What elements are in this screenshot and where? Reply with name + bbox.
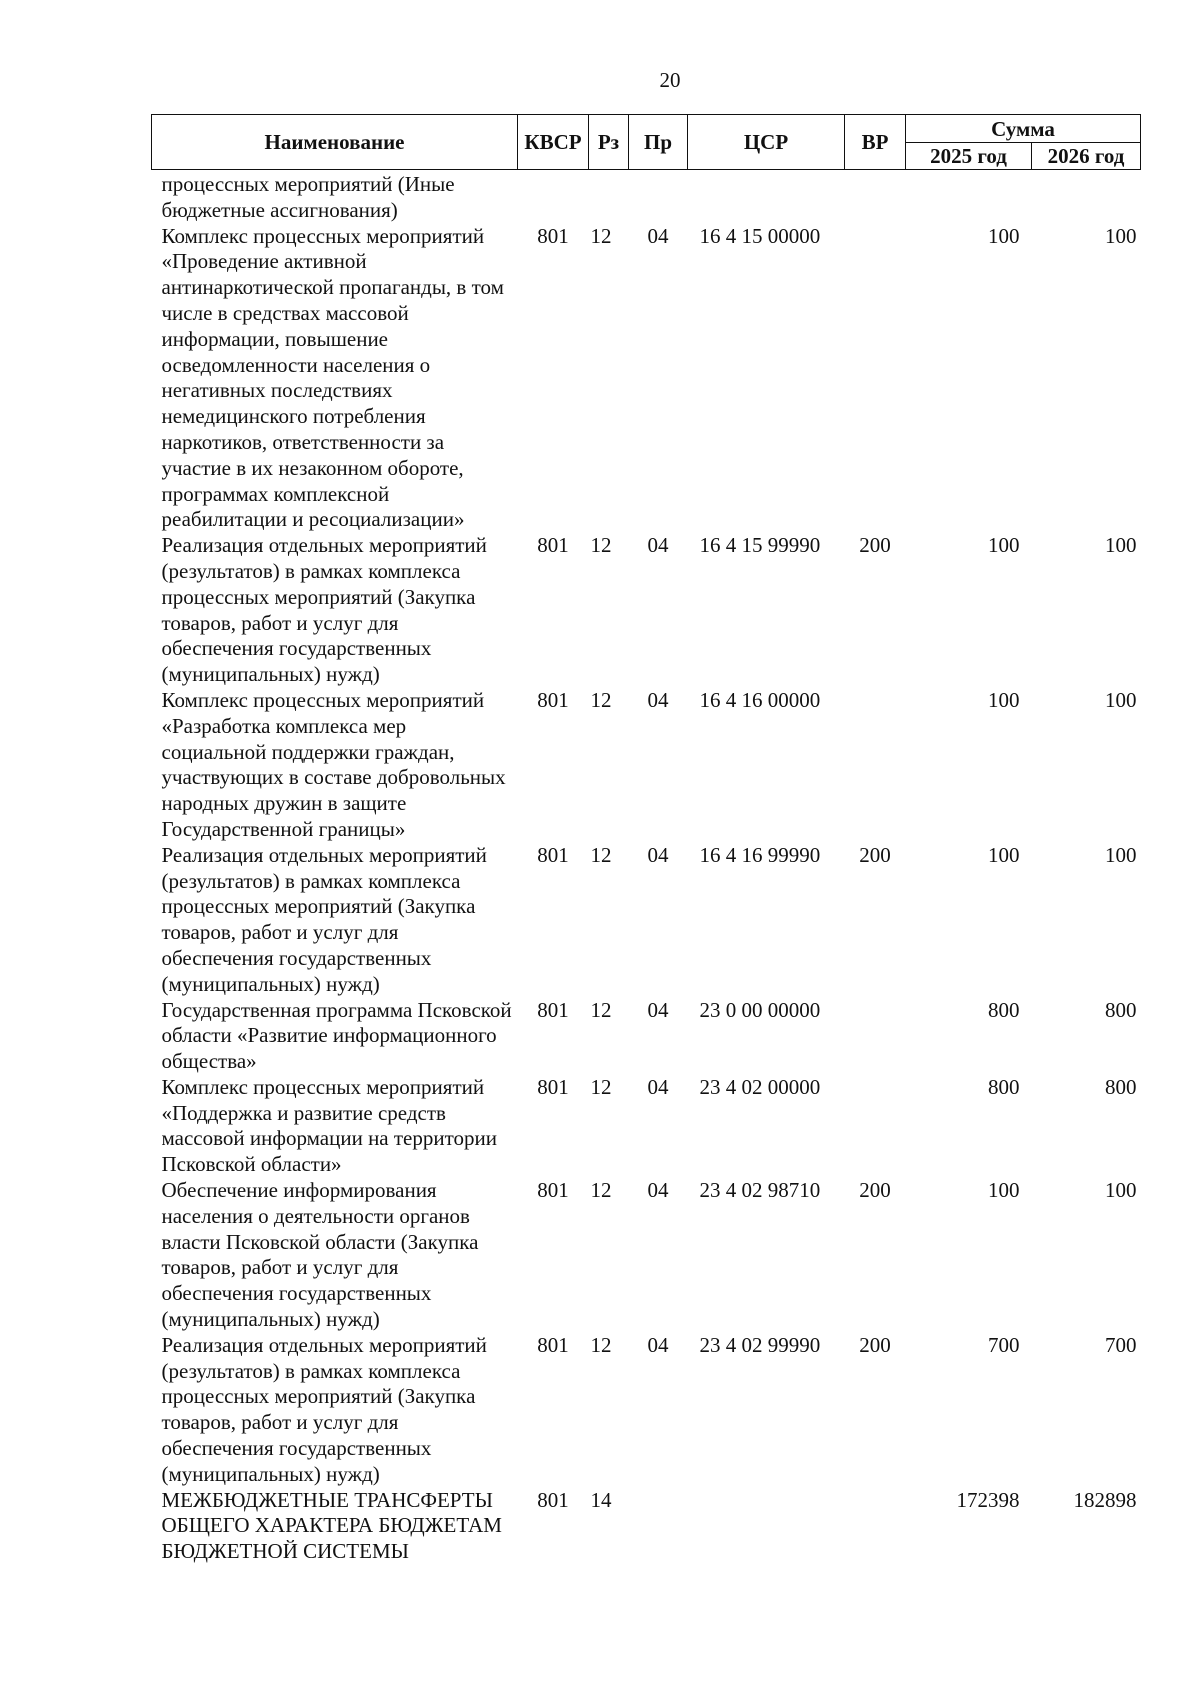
table-row <box>152 1333 1141 1488</box>
row-pr: 04 <box>647 533 669 558</box>
row-vr <box>845 1488 906 1565</box>
header-kvsr: КВСР <box>518 115 589 170</box>
row-vr: 200 <box>859 842 891 867</box>
row-kvsr: 801 <box>537 1487 569 1512</box>
row-csr: 16 4 15 00000 <box>699 223 821 248</box>
row-vr <box>845 1075 906 1178</box>
row-sum-2025: 100 <box>988 687 1020 712</box>
row-rz: 12 <box>590 1332 612 1357</box>
row-sum-2026: 182898 <box>1073 1487 1137 1512</box>
row-pr: 04 <box>647 1178 669 1203</box>
row-pr: 04 <box>647 223 669 248</box>
row-sum-2025 <box>906 170 1032 224</box>
row-rz: 12 <box>590 533 612 558</box>
row-sum-2025: 100 <box>988 1178 1020 1203</box>
row-sum-2026 <box>1032 170 1141 224</box>
row-csr <box>688 170 845 224</box>
header-vr: ВР <box>845 115 906 170</box>
table-row <box>152 533 1141 688</box>
header-year-2025: 2025 год <box>906 143 1032 170</box>
row-pr: 04 <box>647 1074 669 1099</box>
header-sum: Сумма <box>906 115 1141 143</box>
row-rz: 12 <box>590 687 612 712</box>
row-vr <box>845 224 906 534</box>
table-row <box>152 843 1141 998</box>
row-name: Реализация отдельных мероприятий (результатов) в рамках комплекса процессных мероприятий (Закупка товаров, работ и услуг для обеспечения государственных (муниципальных) нужд) <box>161 842 487 996</box>
row-kvsr <box>518 170 589 224</box>
row-rz: 12 <box>590 223 612 248</box>
row-rz: 12 <box>590 1178 612 1203</box>
row-vr <box>845 688 906 843</box>
row-sum-2026: 800 <box>1105 1074 1137 1099</box>
row-sum-2025: 100 <box>988 842 1020 867</box>
row-csr: 23 4 02 00000 <box>699 1074 821 1099</box>
row-csr: 16 4 15 99990 <box>699 533 821 558</box>
header-csr: ЦСР <box>688 115 845 170</box>
row-csr: 16 4 16 00000 <box>699 687 821 712</box>
row-name: Комплекс процессных мероприятий «Разработка комплекса мер социальной поддержки граждан, участвующих в составе добровольных народных дружин в защите Государственной границы» <box>161 687 506 841</box>
page-number: 20 <box>659 68 681 92</box>
row-sum-2025: 800 <box>988 997 1020 1022</box>
row-rz: 12 <box>590 842 612 867</box>
row-kvsr: 801 <box>537 1074 569 1099</box>
row-sum-2025: 700 <box>988 1332 1020 1357</box>
row-rz: 14 <box>590 1487 612 1512</box>
row-sum-2025: 100 <box>988 223 1020 248</box>
row-pr: 04 <box>647 687 669 712</box>
row-csr: 23 4 02 98710 <box>699 1178 821 1203</box>
row-name: Обеспечение информирования населения о деятельности органов власти Псковской области (Закупка товаров, работ и услуг для обеспечения государственных (муниципальных) нужд) <box>161 1178 479 1332</box>
table-row <box>152 1178 1141 1333</box>
row-sum-2026: 100 <box>1105 842 1137 867</box>
row-rz: 12 <box>590 1074 612 1099</box>
row-rz <box>589 170 629 224</box>
row-sum-2026: 800 <box>1105 997 1137 1022</box>
row-kvsr: 801 <box>537 997 569 1022</box>
row-vr: 200 <box>859 1178 891 1203</box>
row-sum-2026: 100 <box>1105 687 1137 712</box>
row-rz: 12 <box>590 997 612 1022</box>
header-name: Наименование <box>152 115 518 170</box>
row-sum-2026: 100 <box>1105 1178 1137 1203</box>
budget-table <box>151 114 1141 1565</box>
row-csr <box>688 1488 845 1565</box>
row-pr: 04 <box>647 842 669 867</box>
row-vr <box>845 998 906 1075</box>
table-row <box>152 1488 1141 1565</box>
row-kvsr: 801 <box>537 687 569 712</box>
row-name: Реализация отдельных мероприятий (результатов) в рамках комплекса процессных мероприятий (Закупка товаров, работ и услуг для обеспечения государственных (муниципальных) нужд) <box>161 1332 487 1486</box>
row-name: Реализация отдельных мероприятий (результатов) в рамках комплекса процессных мероприятий (Закупка товаров, работ и услуг для обеспечения государственных (муниципальных) нужд) <box>161 533 487 687</box>
row-vr: 200 <box>859 533 891 558</box>
row-csr: 16 4 16 99990 <box>699 842 821 867</box>
row-sum-2026: 100 <box>1105 533 1137 558</box>
row-sum-2025: 100 <box>988 533 1020 558</box>
row-kvsr: 801 <box>537 842 569 867</box>
row-pr <box>629 170 688 224</box>
row-kvsr: 801 <box>537 533 569 558</box>
row-sum-2025: 172398 <box>956 1487 1020 1512</box>
row-name: Государственная программа Псковской области «Развитие информационного общества» <box>161 997 512 1074</box>
row-name: МЕЖБЮДЖЕТНЫЕ ТРАНСФЕРТЫ ОБЩЕГО ХАРАКТЕРА БЮДЖЕТАМ БЮДЖЕТНОЙ СИСТЕМЫ <box>161 1487 502 1564</box>
row-sum-2026: 100 <box>1105 223 1137 248</box>
row-name: процессных мероприятий (Иные бюджетные ассигнования) <box>161 172 455 222</box>
row-name: Комплекс процессных мероприятий «Проведение активной антинаркотической пропаганды, в том числе в средствах массовой информации, повышение осведомленности населения о негативных последствиях немедицинского потребления наркотиков, ответственности за участие в их незаконном обороте, программах комплексной реабилитации и ресоциализации» <box>161 223 504 532</box>
table-row <box>152 688 1141 843</box>
table-row <box>152 1075 1141 1178</box>
row-name: Комплекс процессных мероприятий «Поддержка и развитие средств массовой информации на территории Псковской области» <box>161 1074 497 1177</box>
table-row <box>152 998 1141 1075</box>
row-pr <box>629 1488 688 1565</box>
header-year-2026: 2026 год <box>1032 143 1141 170</box>
table-header <box>152 115 1141 170</box>
row-kvsr: 801 <box>537 223 569 248</box>
header-pr: Пр <box>629 115 688 170</box>
row-sum-2026: 700 <box>1105 1332 1137 1357</box>
row-sum-2025: 800 <box>988 1074 1020 1099</box>
table-body <box>152 170 1141 1566</box>
row-pr: 04 <box>647 1332 669 1357</box>
row-pr: 04 <box>647 997 669 1022</box>
row-kvsr: 801 <box>537 1332 569 1357</box>
row-kvsr: 801 <box>537 1178 569 1203</box>
row-vr <box>845 170 906 224</box>
table-row <box>152 224 1141 534</box>
header-rz: Рз <box>589 115 629 170</box>
table-row <box>152 170 1141 224</box>
row-vr: 200 <box>859 1332 891 1357</box>
row-csr: 23 4 02 99990 <box>699 1332 821 1357</box>
row-csr: 23 0 00 00000 <box>699 997 821 1022</box>
